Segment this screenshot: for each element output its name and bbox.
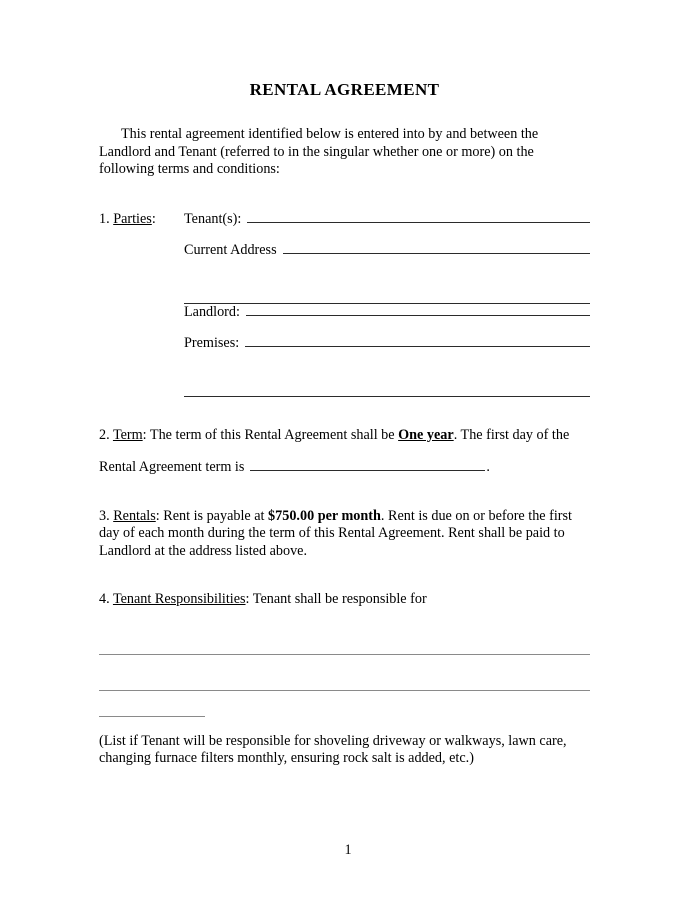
section-rentals-heading: Rentals	[113, 507, 156, 524]
section-term-emphasis: One year	[398, 426, 454, 443]
section-parties-colon: :	[151, 210, 156, 227]
section-rentals-emphasis: $750.00 per month	[268, 507, 381, 524]
section-parties-heading: Parties	[113, 210, 152, 227]
section-tenant-responsibilities-number: 4.	[99, 591, 110, 607]
section-term-text-after: . The first day of the	[453, 426, 570, 443]
section-tenant-responsibilities-paragraph	[99, 591, 590, 609]
section-rentals-number: 3.	[99, 507, 110, 524]
field-current-address	[184, 242, 590, 273]
responsibilities-write-in-line-2[interactable]	[99, 655, 590, 691]
field-premises-continuation-rule	[184, 385, 590, 397]
responsibilities-write-in-rule-1	[99, 653, 590, 655]
section-rentals-text-after: . Rent is due on or before the first day of each month during the term of this Rental Agreement. Rent shall be paid to Landlord at the address listed above.	[99, 507, 572, 559]
responsibilities-write-in-rule-3	[99, 715, 205, 717]
section-parties-number: 1.	[99, 210, 110, 227]
section-term-heading: Term	[112, 426, 143, 443]
section-rentals	[99, 477, 590, 561]
section-rentals-text-before: : Rent is payable at	[155, 507, 269, 524]
section-tenant-responsibilities	[99, 560, 590, 768]
field-premises-label: Premises:	[184, 334, 240, 351]
field-current-address-continuation[interactable]	[184, 273, 590, 304]
field-landlord-input[interactable]	[246, 304, 590, 316]
section-rentals-paragraph	[99, 508, 590, 561]
section-parties-label	[99, 211, 156, 229]
section-tenant-responsibilities-text-after: : Tenant shall be responsible for	[245, 591, 427, 607]
intro-paragraph: This rental agreement identified below is entered into by and between the Landlord and Tenant (referred to in the singular whether one or more) on the following terms and conditions:	[99, 126, 539, 177]
document-content	[99, 0, 590, 782]
field-current-address-input[interactable]	[283, 242, 590, 254]
field-tenants-label: Tenant(s):	[184, 210, 242, 227]
field-premises-input[interactable]	[245, 335, 590, 347]
field-tenants	[184, 211, 590, 242]
field-term-start-date-label: Rental Agreement term is	[99, 459, 245, 475]
page-title: RENTAL AGREEMENT	[249, 80, 440, 99]
section-term-paragraph	[99, 427, 590, 445]
field-term-start-date-period: .	[486, 459, 490, 475]
field-current-address-label: Current Address	[184, 241, 277, 258]
section-tenant-responsibilities-heading: Tenant Responsibilities	[112, 591, 246, 607]
parties-fields	[99, 211, 590, 397]
section-parties	[99, 179, 590, 397]
field-term-start-date-input[interactable]	[250, 459, 485, 471]
section-term	[99, 397, 590, 477]
field-landlord	[184, 304, 590, 335]
field-landlord-label: Landlord:	[184, 303, 240, 320]
field-current-address-continuation-rule	[184, 292, 590, 304]
field-premises-continuation[interactable]	[184, 366, 590, 397]
page-number: 1	[344, 842, 352, 858]
responsibilities-write-in-line-3[interactable]	[99, 691, 590, 717]
field-term-start-date	[99, 444, 590, 477]
field-tenants-input[interactable]	[247, 211, 590, 223]
field-premises	[184, 335, 590, 366]
responsibilities-write-in-line-1[interactable]	[99, 609, 590, 655]
section-term-number: 2.	[99, 426, 110, 443]
responsibilities-write-in-rule-2	[99, 689, 590, 691]
section-term-text-before: : The term of this Rental Agreement shall be	[142, 426, 399, 443]
responsibilities-note: (List if Tenant will be responsible for shoveling driveway or walkways, lawn care, changing furnace filters monthly, ensuring rock salt is added, etc.)	[99, 732, 567, 767]
